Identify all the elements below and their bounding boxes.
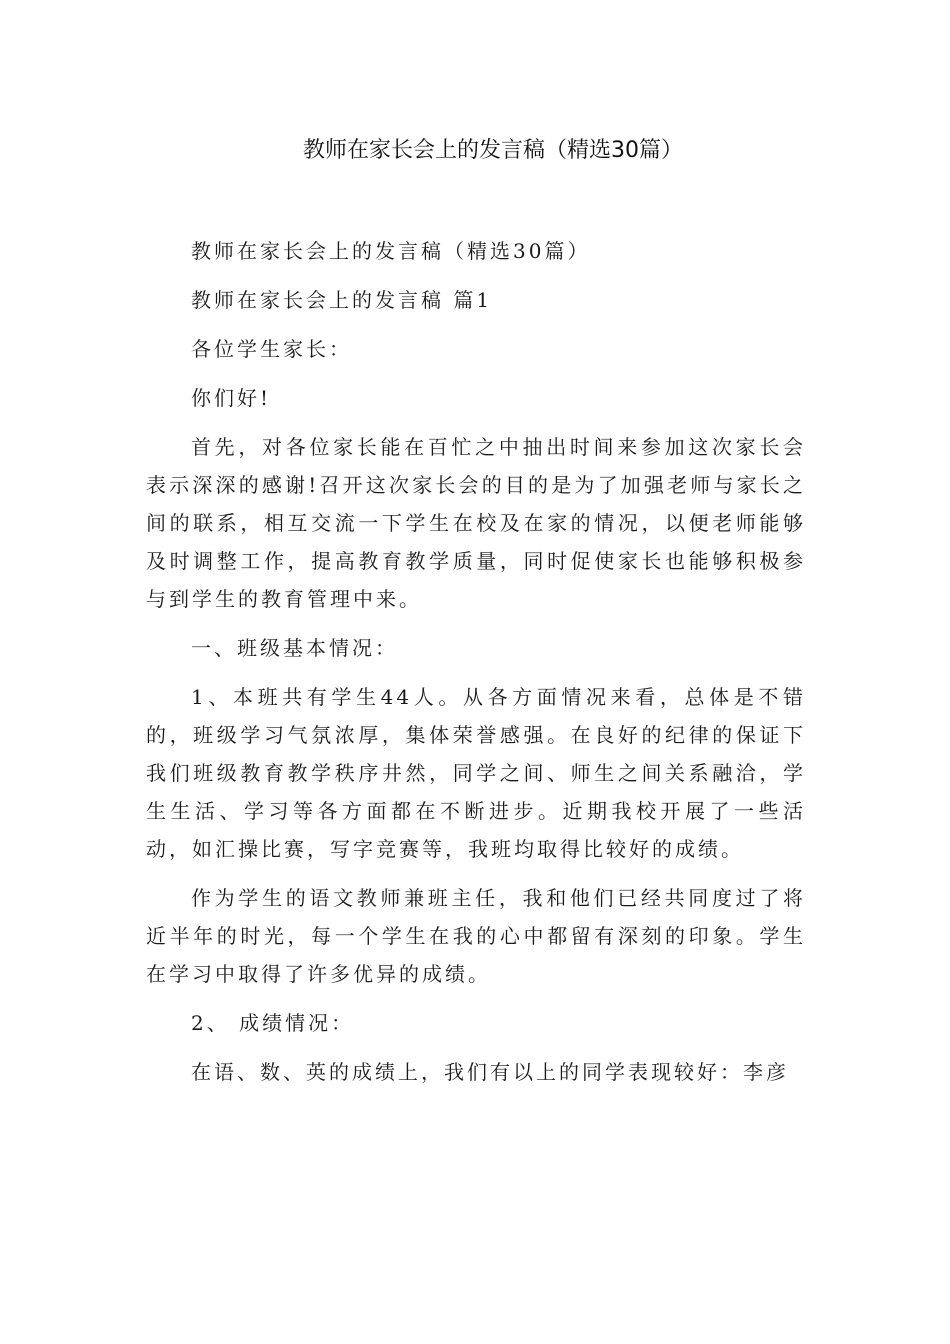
paragraph: 首先，对各位家长能在百忙之中抽出时间来参加这次家长会表示深深的感谢!召开这次家长会的目的是为了加强老师与家长之间的联系，相互交流一下学生在校及在家的情况，以便老师能够及时调整工作，提高教育教学质量，同时促使家长也能够积极参与到学生的教育管理中来。 [146,435,806,611]
paragraph: 你们好! [191,386,272,410]
paragraph: 教师在家长会上的发言稿（精选30篇） [191,239,591,263]
document-body [146,232,806,1102]
paragraph: 教师在家长会上的发言稿 篇1 [191,288,493,312]
paragraph: 2、 成绩情况： [191,1011,355,1035]
paragraph: 1、本班共有学生44人。从各方面情况来看，总体是不错的，班级学习气氛浓厚，集体荣誉感强。在良好的纪律的保证下我们班级教育教学秩序井然，同学之间、师生之间关系融洽，学生生活、学习等各方面都在不断进步。近期我校开展了一些活动，如汇操比赛，写字竞赛等，我班均取得比较好的成绩。 [146,685,806,861]
paragraph: 在语、数、英的成绩上，我们有以上的同学表现较好：李彦 [191,1060,789,1084]
paragraph: 一、班级基本情况： [191,636,398,660]
paragraph: 作为学生的语文教师兼班主任，我和他们已经共同度过了将近半年的时光，每一个学生在我的心中都留有深刻的印象。学生在学习中取得了许多优异的成绩。 [146,886,806,986]
paragraph: 各位学生家长： [191,337,352,361]
document-title: 教师在家长会上的发言稿（精选30篇） [303,138,683,163]
